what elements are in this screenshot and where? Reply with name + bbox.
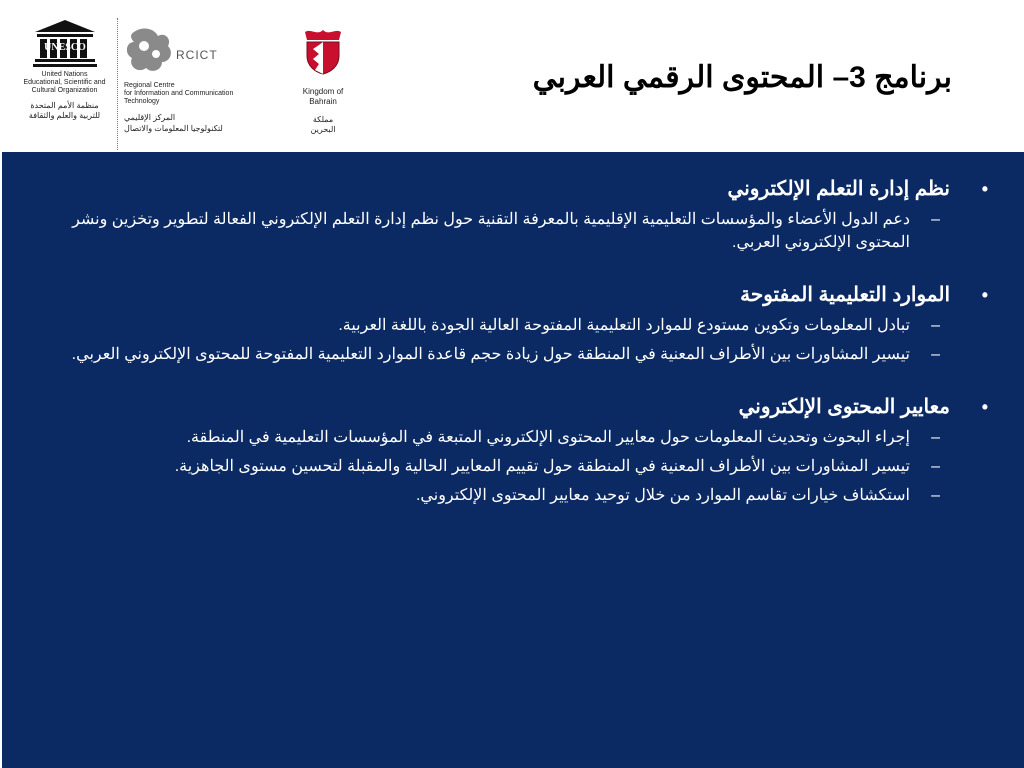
dash-icon: – xyxy=(931,429,940,446)
dash-icon: – xyxy=(931,487,940,504)
list-item-text: استكشاف خيارات تقاسم الموارد من خلال توحيد معايير المحتوى الإلكتروني. xyxy=(415,487,910,504)
unesco-logo-block xyxy=(12,18,117,121)
rcict-name-en: Regional Centre for Information and Communication Technology xyxy=(124,82,234,105)
rcict-name-ar: المركز الإقليمي لتكنولوجيا المعلومات والاتصال xyxy=(124,113,223,133)
unesco-name-en: United Nations Educational, Scientific and Cultural Organization xyxy=(23,71,106,94)
section-list xyxy=(34,176,994,535)
section-heading-text: الموارد التعليمية المفتوحة xyxy=(740,284,950,306)
dash-icon: – xyxy=(931,211,940,228)
slide-title: برنامج 3– المحتوى الرقمي العربي xyxy=(532,61,952,94)
list-item-text: إجراء البحوث وتحديث المعلومات حول معايير المحتوى الإلكتروني المتبعة في المؤسسات التعليمية في المنطقة. xyxy=(186,429,910,446)
rcict-puzzle-icon xyxy=(124,26,176,78)
logo-divider xyxy=(117,18,118,150)
list-item-text: تبادل المعلومات وتكوين مستودع للموارد التعليمية المفتوحة العالية الجودة باللغة العربية. xyxy=(338,317,910,334)
list-item xyxy=(34,484,994,507)
section-heading xyxy=(34,176,994,202)
dash-icon: – xyxy=(931,346,940,363)
rcict-name: RCICT xyxy=(176,48,218,62)
section-heading-text: نظم إدارة التعلم الإلكتروني xyxy=(727,178,950,200)
dash-icon: – xyxy=(931,458,940,475)
unesco-temple-icon xyxy=(31,18,99,68)
list-item xyxy=(34,314,994,337)
bullet-icon: • xyxy=(981,397,988,417)
list-item-text: تيسير المشاورات بين الأطراف المعنية في المنطقة حول تقييم المعايير الحالية والمقبلة لتحسين مستوى الجاهزية. xyxy=(174,458,910,475)
list-item xyxy=(34,343,994,366)
list-item xyxy=(34,426,994,449)
list-item-text: تيسير المشاورات بين الأطراف المعنية في المنطقة حول زيادة حجم قاعدة الموارد التعليمية المفتوحة للمحتوى الإلكتروني العربي. xyxy=(71,346,910,363)
section-lms xyxy=(34,176,994,254)
section-heading xyxy=(34,394,994,420)
section-oer xyxy=(34,282,994,366)
bahrain-name-en: Kingdom of Bahrain xyxy=(302,87,344,106)
section-standards xyxy=(34,394,994,507)
list-item-text: دعم الدول الأعضاء والمؤسسات التعليمية الإقليمية بالمعرفة التقنية حول نظم إدارة التعلم الإلكتروني الفعالة لتطوير وتخزين ونشر المحتوى الإلكتروني العربي. xyxy=(72,211,910,251)
bahrain-emblem-icon xyxy=(301,26,345,76)
bahrain-logo-block xyxy=(292,26,354,135)
section-heading-text: معايير المحتوى الإلكتروني xyxy=(738,396,950,418)
list-item xyxy=(34,208,994,254)
list-item xyxy=(34,455,994,478)
slide-header xyxy=(0,0,1024,152)
bahrain-name-ar: مملكة البحرين xyxy=(310,115,336,134)
bullet-icon: • xyxy=(981,179,988,199)
unesco-logo-text: UNESCO xyxy=(43,42,86,53)
slide-content xyxy=(2,152,1024,768)
bullet-icon: • xyxy=(981,285,988,305)
section-heading xyxy=(34,282,994,308)
dash-icon: – xyxy=(931,317,940,334)
unesco-name-ar: منظمة الأمم المتحدة للتربية والعلم والثقافة xyxy=(28,101,101,120)
